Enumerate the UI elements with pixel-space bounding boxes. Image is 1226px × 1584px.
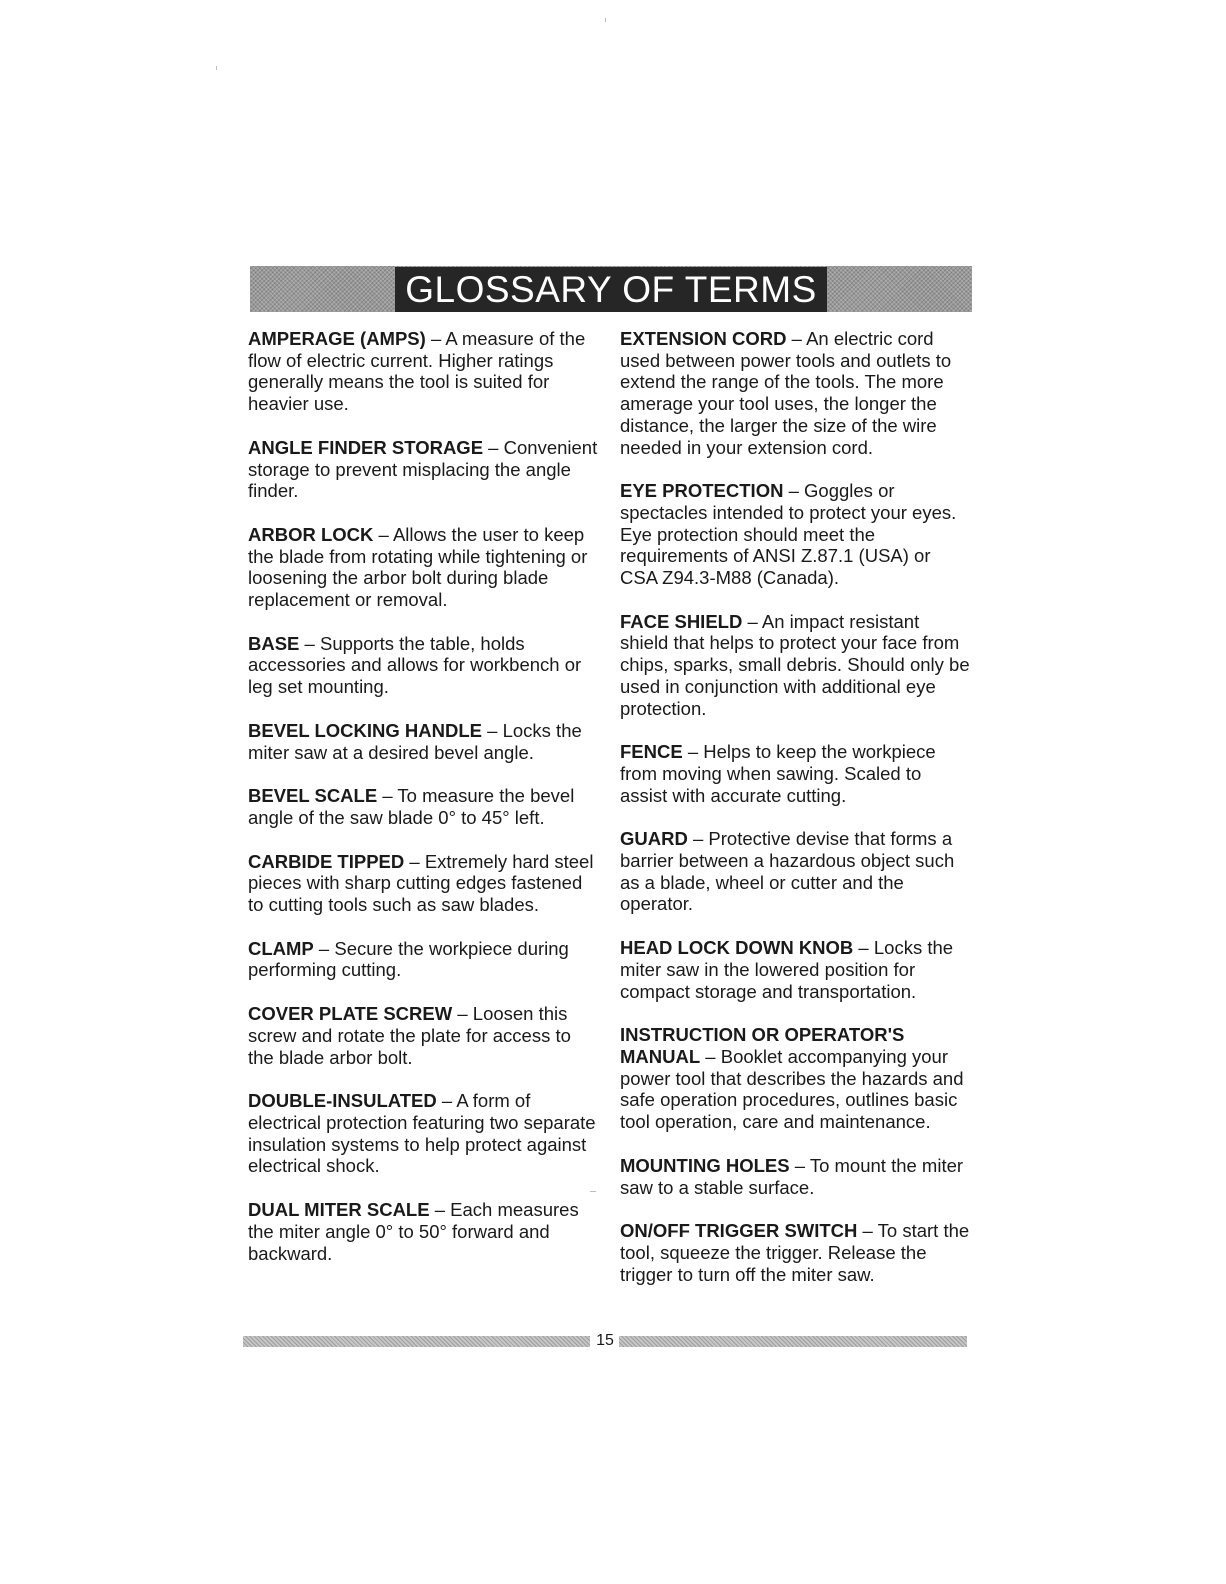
glossary-entry: BASE – Supports the table, holds accessories and allows for workbench or leg set mounting. bbox=[248, 632, 582, 698]
glossary-entry: EXTENSION CORD – An electric cord used between power tools and outlets to extend the range of the tools. The more amerage your tool uses, the longer the distance, the larger the size of the wire needed in your extension cord. bbox=[620, 328, 952, 458]
glossary-entry: ANGLE FINDER STORAGE – Convenient storage to prevent misplacing the angle finder. bbox=[248, 436, 598, 502]
glossary-definition: A form of electrical protection featuring two separate insulation systems to help protect against electrical shock. bbox=[248, 1090, 596, 1177]
glossary-definition: An electric cord used between power tools and outlets to extend the range of the tools. The more amerage your tool uses, the longer the distance, the larger the size of the wire needed in your extension cord. bbox=[620, 328, 952, 458]
glossary-term: EXTENSION CORD bbox=[620, 328, 787, 349]
glossary-entry: HEAD LOCK DOWN KNOB – Locks the miter saw in the lowered position for compact storage and transportation. bbox=[620, 937, 954, 1002]
glossary-term: CARBIDE TIPPED bbox=[248, 850, 405, 872]
glossary-definition: Helps to keep the workpiece from moving when sawing. Scaled to assist with accurate cutting. bbox=[620, 741, 936, 806]
page-footer bbox=[0, 1333, 1226, 1349]
footer-rule-right bbox=[619, 1336, 967, 1347]
glossary-term: FENCE bbox=[620, 741, 683, 763]
scan-speck bbox=[590, 1191, 596, 1192]
glossary-right-column bbox=[620, 328, 972, 1307]
footer-rule-left bbox=[243, 1336, 590, 1347]
glossary-term: BEVEL LOCKING HANDLE bbox=[248, 719, 483, 741]
glossary-definition: Extremely hard steel pieces with sharp cutting edges fastened to cutting tools such as saw blades. bbox=[248, 850, 594, 916]
glossary-definition: A measure of the flow of electric current. Higher ratings generally means the tool is suited for heavier use. bbox=[248, 328, 586, 415]
glossary-term: ON/OFF TRIGGER SWITCH bbox=[620, 1220, 858, 1242]
glossary-definition: Secure the workpiece during performing cutting. bbox=[248, 937, 569, 981]
glossary-term: COVER PLATE SCREW bbox=[248, 1003, 453, 1025]
title-banner bbox=[250, 266, 972, 312]
glossary-entry: CLAMP – Secure the workpiece during performing cutting. bbox=[248, 937, 569, 981]
glossary-definition: Supports the table, holds accessories and allows for workbench or leg set mounting. bbox=[248, 632, 582, 698]
glossary-entry: MOUNTING HOLES – To mount the miter saw to a stable surface. bbox=[620, 1154, 964, 1198]
glossary-entry: FACE SHIELD – An impact resistant shield that helps to protect your face from chips, sparks, small debris. Should only be used in conjunction with additional eye protection. bbox=[620, 610, 970, 719]
glossary-definition: Goggles or spectacles intended to protect your eyes. Eye protection should meet the requirements of ANSI Z.87.1 (USA) or CSA Z94.3-M88 (Canada). bbox=[620, 480, 957, 589]
glossary-term: CLAMP bbox=[248, 937, 314, 959]
glossary-term: ANGLE FINDER STORAGE bbox=[248, 436, 484, 458]
glossary-entry: BEVEL SCALE – To measure the bevel angle of the saw blade 0° to 45° left. bbox=[248, 785, 575, 828]
glossary-term: DOUBLE-INSULATED bbox=[248, 1090, 437, 1112]
glossary-definition: To start the tool, squeeze the trigger. Release the trigger to turn off the miter saw. bbox=[620, 1220, 970, 1285]
glossary-term: HEAD LOCK DOWN KNOB bbox=[620, 937, 854, 959]
glossary-entry: AMPERAGE (AMPS) – A measure of the flow of electric current. Higher ratings generally means the tool is suited for heavier use. bbox=[248, 328, 586, 415]
glossary-definition: Locks the miter saw in the lowered position for compact storage and transportation. bbox=[620, 937, 954, 1002]
glossary-entry: BEVEL LOCKING HANDLE – Locks the miter saw at a desired bevel angle. bbox=[248, 719, 582, 763]
glossary-definition: Allows the user to keep the blade from rotating while tightening or loosening the arbor bolt during blade replacement or removal. bbox=[248, 523, 588, 611]
glossary-definition: Protective devise that forms a barrier between a hazardous object such as a blade, wheel or cutter and the operator. bbox=[620, 828, 955, 915]
glossary-entry: COVER PLATE SCREW – Loosen this screw and rotate the plate for access to the blade arbor bolt. bbox=[248, 1003, 571, 1068]
scan-speck bbox=[216, 66, 217, 70]
glossary-entry: ARBOR LOCK – Allows the user to keep the blade from rotating while tightening or loosening the arbor bolt during blade replacement or removal. bbox=[248, 523, 588, 611]
glossary-term: INSTRUCTION OR OPERATOR'S MANUAL bbox=[620, 1024, 905, 1067]
glossary-term: BEVEL SCALE bbox=[248, 785, 378, 807]
glossary-definition: Each measures the miter angle 0° to 50° forward and backward. bbox=[248, 1199, 579, 1264]
glossary-term: MOUNTING HOLES bbox=[620, 1154, 790, 1176]
glossary-term: DUAL MITER SCALE bbox=[248, 1199, 430, 1221]
glossary-entry: FENCE – Helps to keep the workpiece from moving when sawing. Scaled to assist with accurate cutting. bbox=[620, 741, 936, 806]
glossary-definition: Locks the miter saw at a desired bevel angle. bbox=[248, 719, 582, 763]
glossary-term: BASE bbox=[248, 632, 300, 654]
glossary-definition: An impact resistant shield that helps to protect your face from chips, sparks, small debris. Should only be used in conjunction with additional eye protection. bbox=[620, 610, 970, 719]
glossary-entry: CARBIDE TIPPED – Extremely hard steel pieces with sharp cutting edges fastened to cutting tools such as saw blades. bbox=[248, 850, 594, 916]
glossary-definition: Booklet accompanying your power tool that describes the hazards and safe operation procedures, outlines basic tool operation, care and maintenance. bbox=[620, 1045, 964, 1133]
page-number: 15 bbox=[596, 1332, 614, 1349]
glossary-definition: To measure the bevel angle of the saw blade 0° to 45° left. bbox=[248, 785, 575, 828]
glossary-left-column bbox=[248, 328, 600, 1286]
page-title: GLOSSARY OF TERMS bbox=[395, 267, 827, 312]
glossary-entry: ON/OFF TRIGGER SWITCH – To start the tool, squeeze the trigger. Release the trigger to turn off the miter saw. bbox=[620, 1220, 970, 1285]
glossary-term: EYE PROTECTION bbox=[620, 480, 784, 502]
glossary-entry: DUAL MITER SCALE – Each measures the miter angle 0° to 50° forward and backward. bbox=[248, 1199, 579, 1264]
glossary-entry: INSTRUCTION OR OPERATOR'S MANUAL – Booklet accompanying your power tool that describes the hazards and safe operation procedures, outlines basic tool operation, care and maintenance. bbox=[620, 1024, 964, 1133]
glossary-definition: To mount the miter saw to a stable surface. bbox=[620, 1154, 964, 1198]
glossary-term: AMPERAGE (AMPS) bbox=[248, 328, 426, 349]
glossary-term: FACE SHIELD bbox=[620, 610, 743, 632]
glossary-entry: GUARD – Protective devise that forms a barrier between a hazardous object such as a blade, wheel or cutter and the operator. bbox=[620, 828, 955, 915]
glossary-entry: DOUBLE-INSULATED – A form of electrical protection featuring two separate insulation systems to help protect against electrical shock. bbox=[248, 1090, 596, 1177]
glossary-definition: Loosen this screw and rotate the plate for access to the blade arbor bolt. bbox=[248, 1003, 571, 1068]
glossary-term: GUARD bbox=[620, 828, 688, 850]
glossary-entry: EYE PROTECTION – Goggles or spectacles intended to protect your eyes. Eye protection should meet the requirements of ANSI Z.87.1 (USA) or CSA Z94.3-M88 (Canada). bbox=[620, 480, 957, 589]
glossary-term: ARBOR LOCK bbox=[248, 523, 374, 545]
glossary-definition: Convenient storage to prevent misplacing the angle finder. bbox=[248, 436, 598, 502]
scan-speck bbox=[605, 18, 606, 22]
